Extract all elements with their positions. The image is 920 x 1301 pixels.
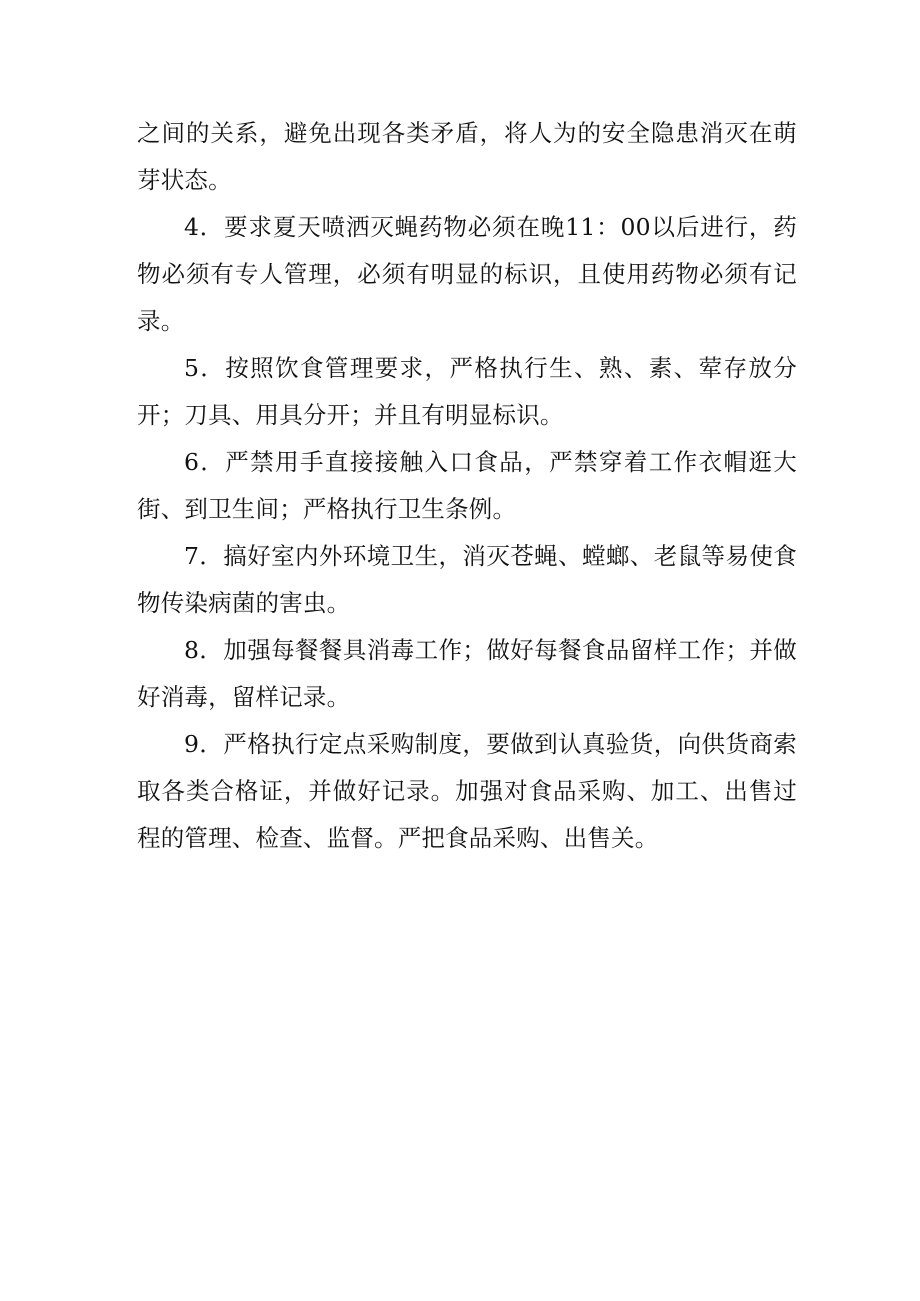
document-body: [137, 110, 797, 862]
paragraph-item-4: 4．要求夏天喷洒灭蝇药物必须在晚11：00以后进行，药物必须有专人管理，必须有明显的标识，且使用药物必须有记录。: [137, 213, 797, 335]
paragraph-item-5: 5．按照饮食管理要求，严格执行生、熟、素、荤存放分开；刀具、用具分开；并且有明显标识。: [137, 354, 797, 429]
paragraph-item-9: 9．严格执行定点采购制度，要做到认真验货，向供货商索取各类合格证，并做好记录。加强对食品采购、加工、出售过程的管理、检查、监督。严把食品采购、出售关。: [137, 730, 797, 852]
paragraph-item-8: 8．加强每餐餐具消毒工作；做好每餐食品留样工作；并做好消毒，留样记录。: [137, 636, 797, 711]
paragraph-continuation: 之间的关系，避免出现各类矛盾，将人为的安全隐患消灭在萌芽状态。: [137, 119, 797, 194]
paragraph-item-7: 7．搞好室内外环境卫生，消灭苍蝇、螳螂、老鼠等易使食物传染病菌的害虫。: [137, 542, 797, 617]
paragraph-item-6: 6．严禁用手直接接触入口食品，严禁穿着工作衣帽逛大街、到卫生间；严格执行卫生条例。: [137, 448, 797, 523]
